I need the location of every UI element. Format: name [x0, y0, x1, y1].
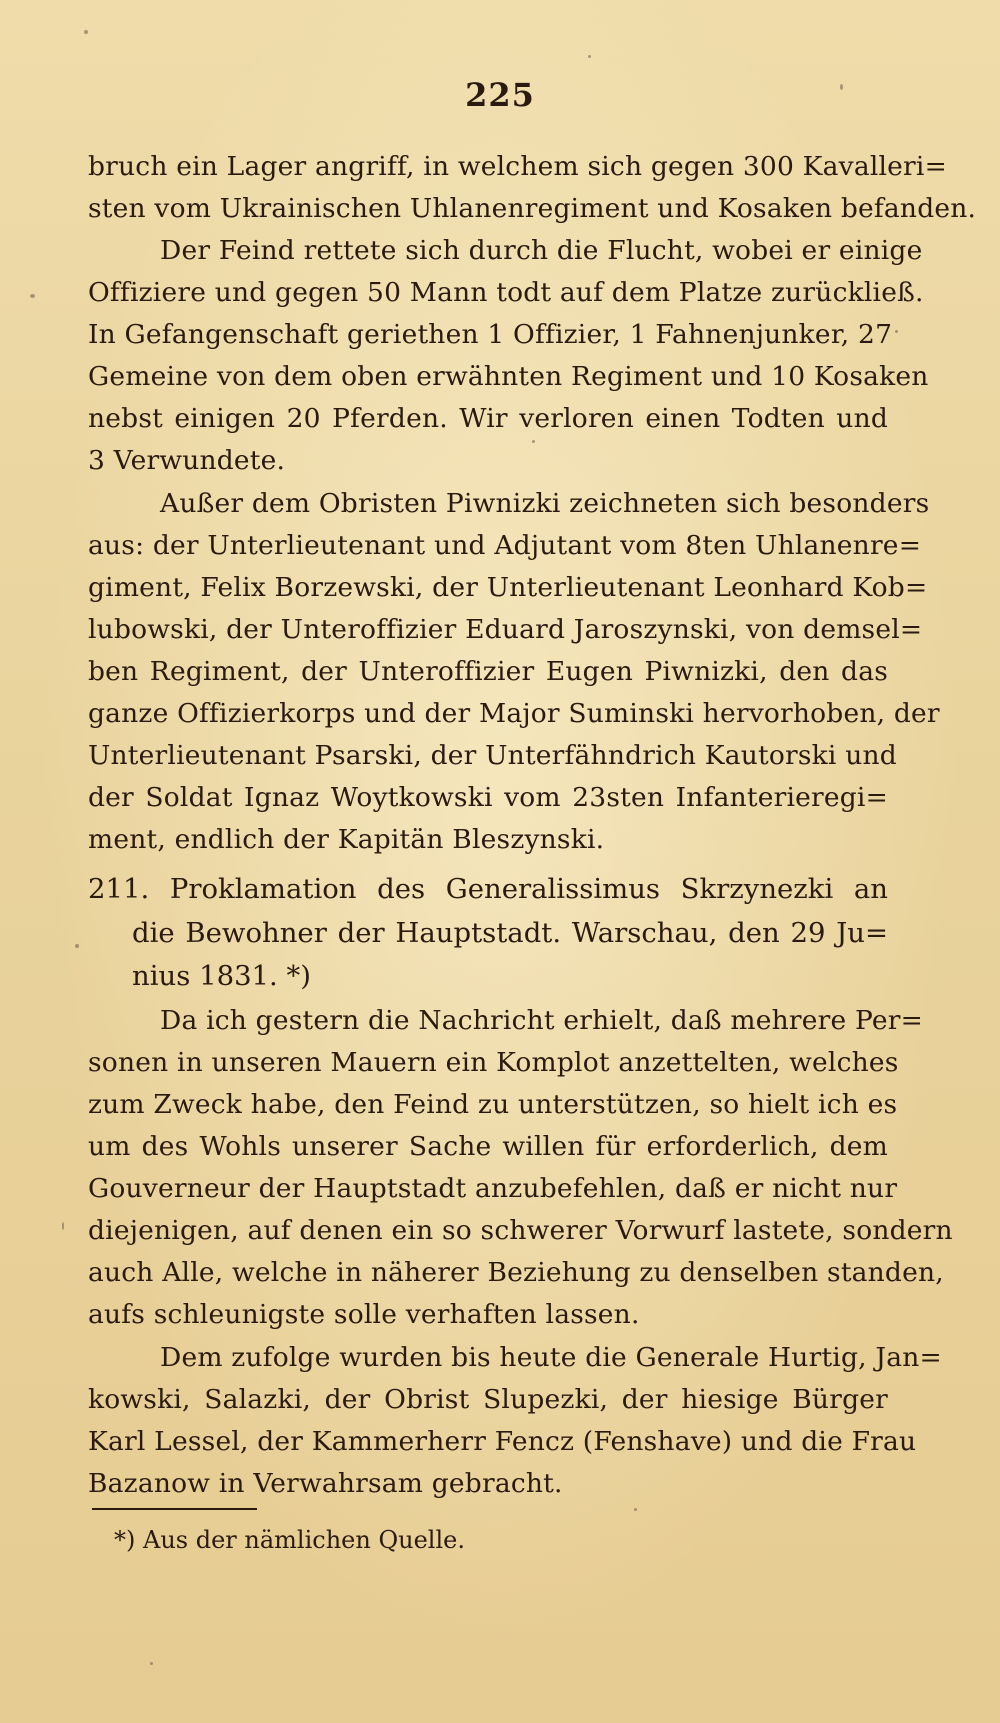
text-line: aufs schleunigste solle verhaften lassen.: [88, 1299, 640, 1330]
text-line: Gemeine von dem oben erwähnten Regiment und 10 Kosaken: [88, 361, 929, 392]
section-heading-line: 211. Proklamation des Generalissimus Skrzynezki an: [88, 873, 888, 905]
text-line: aus: der Unterlieutenant und Adjutant vom 8ten Uhlanenre=: [88, 530, 922, 561]
text-line: der Soldat Ignaz Woytkowski vom 23sten Infanterieregi=: [88, 782, 888, 813]
text-line: giment, Felix Borzewski, der Unterlieutenant Leonhard Kob=: [88, 572, 928, 603]
page-number: 225: [465, 76, 535, 114]
paper-speck: [588, 55, 591, 58]
text-line: sten vom Ukrainischen Uhlanenregiment und Kosaken befanden.: [88, 193, 977, 224]
paper-speck: [75, 944, 79, 948]
text-line: kowski, Salazki, der Obrist Slupezki, der hiesige Bürger: [88, 1384, 888, 1415]
text-line: 3 Verwundete.: [88, 445, 286, 476]
text-line: lubowski, der Unteroffizier Eduard Jaroszynski, von demsel=: [88, 614, 923, 645]
text-line: Dem zufolge wurden bis heute die Generale Hurtig, Jan=: [160, 1342, 942, 1373]
text-line: ment, endlich der Kapitän Bleszynski.: [88, 824, 605, 855]
paper-speck: [62, 1222, 64, 1230]
text-line: Bazanow in Verwahrsam gebracht.: [88, 1468, 563, 1499]
text-line: In Gefangenschaft geriethen 1 Offizier, 1 Fahnenjunker, 27: [88, 319, 893, 350]
text-line: Unterlieutenant Psarski, der Unterfähndrich Kautorski und: [88, 740, 897, 771]
text-line: auch Alle, welche in näherer Beziehung zu denselben standen,: [88, 1257, 944, 1288]
text-line: um des Wohls unserer Sache willen für erforderlich, dem: [88, 1131, 888, 1162]
text-line: Karl Lessel, der Kammerherr Fencz (Fenshave) und die Frau: [88, 1426, 917, 1457]
text-line: ben Regiment, der Unteroffizier Eugen Piwnizki, den das: [88, 656, 888, 687]
text-line: sonen in unseren Mauern ein Komplot anzettelten, welches: [88, 1047, 899, 1078]
paper-speck: [84, 30, 88, 34]
text-line: Der Feind rettete sich durch die Flucht, wobei er einige: [160, 235, 923, 266]
text-line: Außer dem Obristen Piwnizki zeichneten sich besonders: [160, 488, 930, 519]
text-line: diejenigen, auf denen ein so schwerer Vorwurf lastete, sondern: [88, 1215, 953, 1246]
text-line: nebst einigen 20 Pferden. Wir verloren einen Todten und: [88, 403, 888, 434]
text-line: Gouverneur der Hauptstadt anzubefehlen, daß er nicht nur: [88, 1173, 898, 1204]
paper-speck: [150, 1662, 153, 1665]
paper-speck: [30, 294, 35, 298]
footnote-rule: [92, 1508, 257, 1510]
footnote: *) Aus der nämlichen Quelle.: [114, 1526, 465, 1554]
paper-speck: [634, 1508, 637, 1511]
section-heading-line: die Bewohner der Hauptstadt. Warschau, den 29 Ju=: [132, 917, 888, 949]
text-line: ganze Offizierkorps und der Major Suminski hervorhoben, der: [88, 698, 940, 729]
text-line: Da ich gestern die Nachricht erhielt, daß mehrere Per=: [160, 1005, 924, 1036]
text-line: bruch ein Lager angriff, in welchem sich gegen 300 Kavalleri=: [88, 151, 947, 182]
text-line: Offiziere und gegen 50 Mann todt auf dem Platze zurückließ.: [88, 277, 924, 308]
section-heading-line: nius 1831. *): [132, 960, 312, 992]
paper-speck: [895, 330, 898, 333]
text-line: zum Zweck habe, den Feind zu unterstützen, so hielt ich es: [88, 1089, 898, 1120]
